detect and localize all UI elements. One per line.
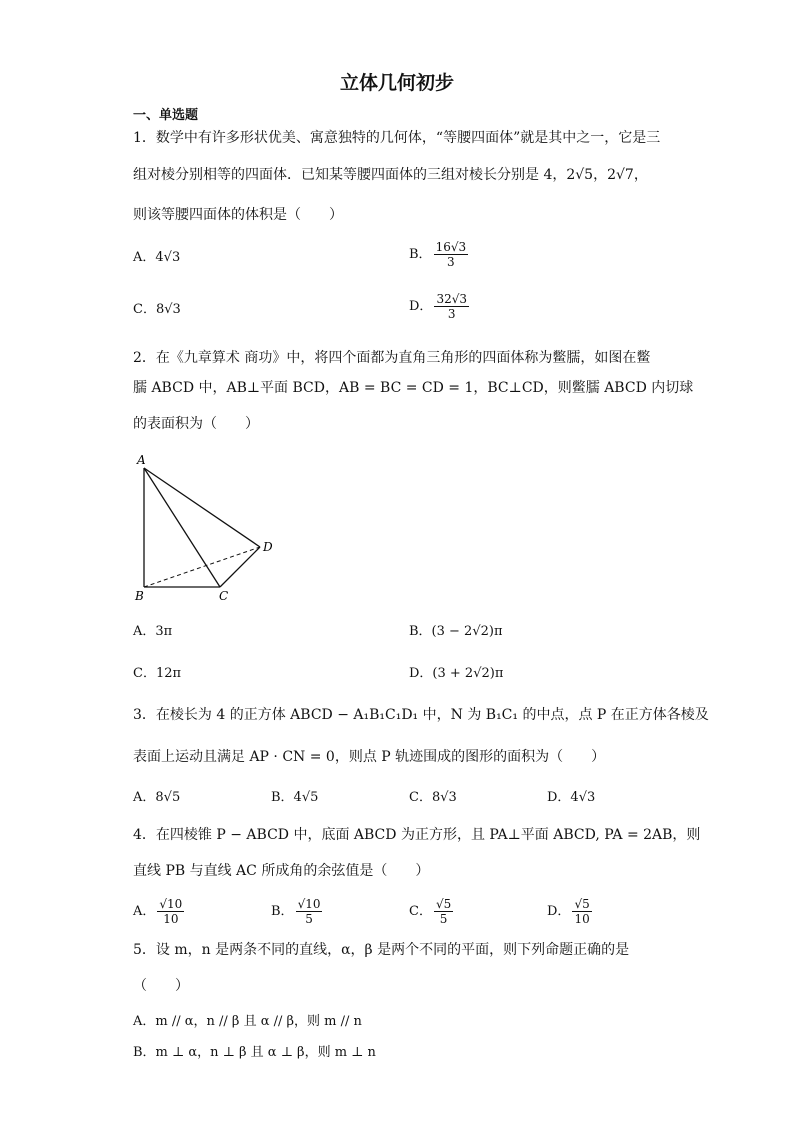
q5-option-b[interactable]: B．m ⊥ α，n ⊥ β 且 α ⊥ β，则 m ⊥ n <box>133 1045 376 1060</box>
q2-option-a[interactable]: A．3π <box>133 624 173 639</box>
edge-cd <box>220 547 260 587</box>
q4-option-d-numerator: √5 <box>574 897 590 911</box>
page-title: 立体几何初步 <box>339 72 454 94</box>
q4-option-d-denominator: 10 <box>574 912 590 926</box>
q3-text-line-1: 3．在棱长为 4 的正方体 ABCD − A₁B₁C₁D₁ 中，N 为 B₁C₁ 的中点，点 P 在正方体各棱及 <box>133 707 709 723</box>
q4-option-a[interactable] <box>133 897 184 926</box>
q3-option-a[interactable]: A．8√5 <box>133 790 181 805</box>
q1-text-line-1: 1．数学中有许多形状优美、寓意独特的几何体，“等腰四面体”就是其中之一，它是三 <box>133 130 661 146</box>
q1-option-c[interactable]: C．8√3 <box>133 302 181 317</box>
q1-option-d-numerator: 32√3 <box>436 292 467 306</box>
q1-option-b-denominator: 3 <box>447 255 455 269</box>
q4-option-c-numerator: √5 <box>435 897 452 911</box>
q5-text-line-1: 5．设 m，n 是两条不同的直线，α，β 是两个不同的平面，则下列命题正确的是 <box>133 942 630 958</box>
q1-option-b-numerator: 16√3 <box>435 240 467 254</box>
q4-option-c-denominator: 5 <box>439 912 448 926</box>
q4-option-d-label: D． <box>547 904 571 919</box>
q1-text-line-2: 组对棱分别相等的四面体．已知某等腰四面体的三组对棱长分别是 4，2√5，2√7， <box>133 167 648 183</box>
vertex-label-c: C <box>219 589 229 603</box>
q4-option-b-label: B． <box>271 904 294 919</box>
q5-text-line-2: （ ） <box>133 978 189 994</box>
section-heading: 一、单选题 <box>133 108 199 123</box>
vertex-label-a: A <box>137 453 146 467</box>
q4-option-d[interactable] <box>547 897 592 926</box>
q1-option-a[interactable]: A．4√3 <box>133 250 181 265</box>
q4-option-b[interactable] <box>271 897 322 926</box>
q4-option-b-denominator: 5 <box>305 912 313 926</box>
edge-ad <box>144 468 260 547</box>
q3-option-d[interactable]: D．4√3 <box>547 790 596 805</box>
q1-option-b-label: B． <box>409 247 432 262</box>
q3-option-c[interactable]: C．8√3 <box>409 790 457 805</box>
q4-option-a-denominator: 10 <box>163 912 179 926</box>
q4-option-c[interactable] <box>409 897 453 926</box>
q4-option-a-numerator: √10 <box>159 897 183 911</box>
q4-option-c-label: C． <box>409 904 432 919</box>
q1-option-d[interactable] <box>409 292 469 321</box>
vertex-label-d: D <box>263 540 273 554</box>
q4-text-line-2: 直线 PB 与直线 AC 所成角的余弦值是（ ） <box>133 863 430 879</box>
q4-option-b-numerator: √10 <box>297 897 321 911</box>
q3-option-b[interactable]: B．4√5 <box>271 790 319 805</box>
vertex-label-b: B <box>135 589 144 603</box>
q4-option-a-label: A． <box>133 904 156 919</box>
q1-option-d-denominator: 3 <box>447 307 456 321</box>
q5-option-a[interactable]: A．m // α，n // β 且 α // β，则 m // n <box>133 1014 362 1029</box>
q4-text-line-1: 4．在四棱锥 P − ABCD 中，底面 ABCD 为正方形，且 PA⊥平面 ABCD, PA = 2AB，则 <box>133 827 701 843</box>
edge-ac <box>144 468 220 587</box>
q3-text-line-2: 表面上运动且满足 AP · CN = 0，则点 P 轨迹围成的图形的面积为（ ） <box>133 749 606 765</box>
q2-text-line-2: 臑 ABCD 中，AB⊥平面 BCD，AB = BC = CD = 1，BC⊥CD，则鳖臑 ABCD 内切球 <box>133 380 694 396</box>
edge-bd-hidden <box>144 547 260 587</box>
q1-option-b[interactable] <box>409 240 468 269</box>
q2-option-b[interactable]: B．(3 − 2√2)π <box>409 624 503 639</box>
q2-text-line-3: 的表面积为（ ） <box>133 416 259 432</box>
q1-option-d-label: D． <box>409 299 433 314</box>
q1-text-line-3: 则该等腰四面体的体积是（ ） <box>133 207 343 223</box>
q2-option-d[interactable]: D．(3 + 2√2)π <box>409 666 504 681</box>
tetrahedron-figure <box>128 450 288 605</box>
q2-text-line-1: 2．在《九章算术 商功》中，将四个面都为直角三角形的四面体称为鳖臑，如图在鳖 <box>133 350 651 366</box>
q2-option-c[interactable]: C．12π <box>133 666 182 681</box>
